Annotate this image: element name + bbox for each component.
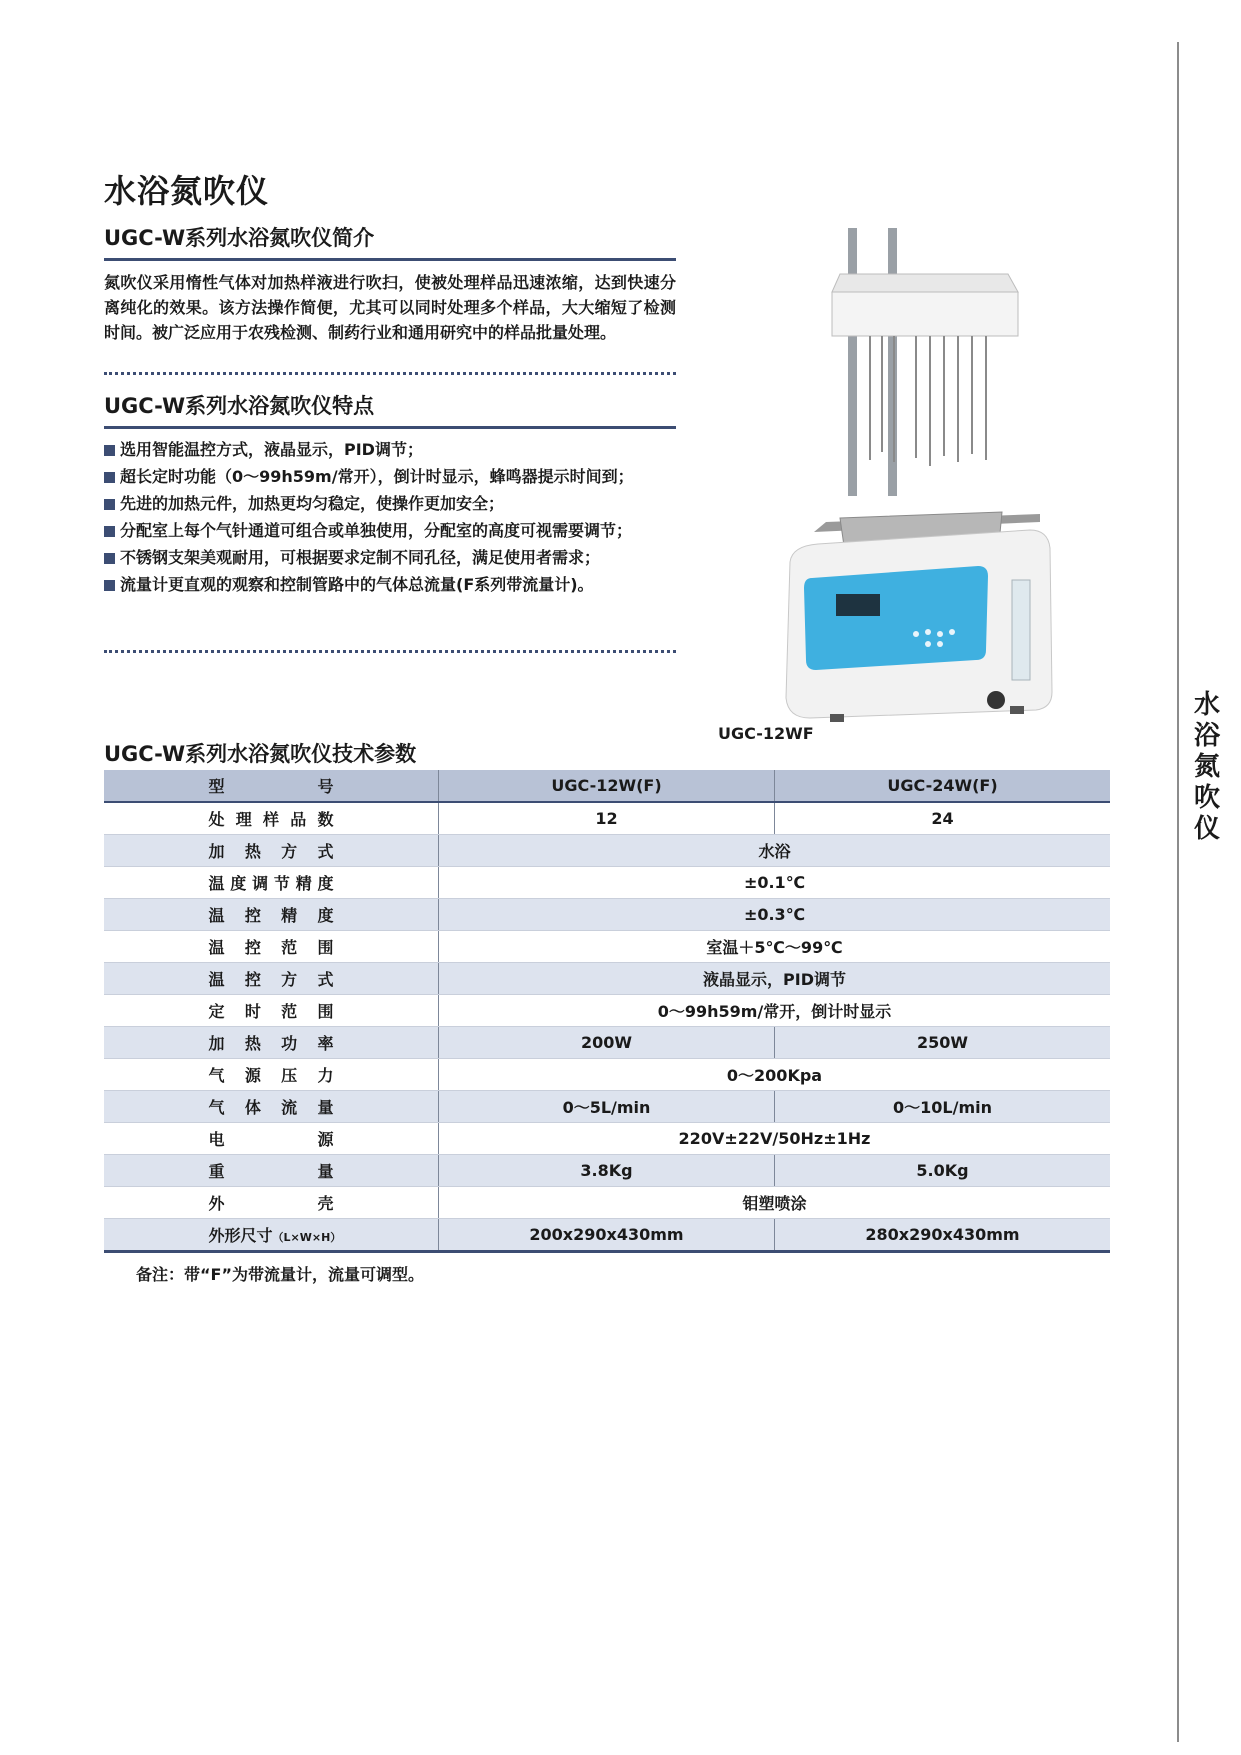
feature-item: 流量计更直观的观察和控制管路中的气体总流量(F系列带流量计)。 [104,573,676,597]
spec-row [104,802,1110,835]
flow-meter [1012,580,1030,680]
support-rod [888,228,897,496]
spec-value: 室温＋5℃～99℃ [439,931,1111,963]
gas-manifold [832,292,1018,336]
spec-label: 气源压力 [104,1059,439,1091]
spec-value: 0～10L/min [775,1091,1111,1123]
spec-value: 水浴 [439,835,1111,867]
feature-item: 先进的加热元件，加热更均匀稳定，使操作更加安全； [104,492,676,516]
square-bullet-icon [104,445,115,456]
foot [830,714,844,722]
spec-label: 加热方式 [104,835,439,867]
feature-item: 选用智能温控方式，液晶显示，PID调节； [104,438,676,462]
spec-label: 温控方式 [104,963,439,995]
spec-row [104,1155,1110,1187]
flow-knob [987,691,1005,709]
spec-value: 0～5L/min [439,1091,775,1123]
spec-label: 加热功率 [104,1027,439,1059]
side-label: 水浴氮吹仪 [1193,690,1220,844]
spec-label: 外 壳 [104,1187,439,1219]
spec-value: 12 [439,802,775,835]
spec-row [104,1027,1110,1059]
page-title: 水浴氮吹仪 [104,172,270,210]
spec-value: ±0.3℃ [439,899,1111,931]
header-model-24: UGC-24W(F) [775,770,1111,802]
feature-item: 分配室上每个气针通道可组合或单独使用，分配室的高度可视需要调节； [104,519,676,543]
intro-text: 氮吹仪采用惰性气体对加热样液进行吹扫，使被处理样品迅速浓缩，达到快速分离纯化的效果。该方法操作简便，尤其可以同时处理多个样品，大大缩短了检测时间。被广泛应用于农残检测、制药行业和通用研究中的样品批量处理。 [104,273,676,342]
gas-needles [870,336,986,466]
spec-table-header [104,770,1110,802]
spec-value: 220V±22V/50Hz±1Hz [439,1123,1111,1155]
spec-row [104,1219,1110,1252]
square-bullet-icon [104,553,115,564]
spec-row [104,899,1110,931]
foot [1010,706,1024,714]
spec-value: 3.8Kg [439,1155,775,1187]
spec-value: 液晶显示，PID调节 [439,963,1111,995]
spec-row [104,1187,1110,1219]
product-caption: UGC-12WF [718,724,814,743]
feature-item: 超长定时功能（0～99h59m/常开），倒计时显示，蜂鸣器提示时间到； [104,465,676,489]
spec-value: 0～200Kpa [439,1059,1111,1091]
spec-row [104,931,1110,963]
control-panel [804,566,988,670]
spec-row [104,1123,1110,1155]
spec-value: 0～99h59m/常开，倒计时显示 [439,995,1111,1027]
spec-row [104,867,1110,899]
spec-value: 钼塑喷涂 [439,1187,1111,1219]
spec-value: 250W [775,1027,1111,1059]
header-label: 型 号 [104,770,439,802]
spec-label: 温控范围 [104,931,439,963]
features-heading: UGC-W系列水浴氮吹仪特点 [104,390,676,429]
spec-label: 温度调节精度 [104,867,439,899]
spec-value: 24 [775,802,1111,835]
product-image [740,222,1070,742]
lcd-display [836,594,880,616]
spec-value: 200W [439,1027,775,1059]
spec-value: 5.0Kg [775,1155,1111,1187]
feature-item: 不锈钢支架美观耐用，可根据要求定制不同孔径，满足使用者需求； [104,546,676,570]
spec-row [104,995,1110,1027]
spec-table [104,770,1110,1253]
header-model-12: UGC-12W(F) [439,770,775,802]
intro-heading: UGC-W系列水浴氮吹仪简介 [104,222,676,261]
spec-label: 处理样品数 [104,802,439,835]
footnote: 备注：带“F”为带流量计，流量可调型。 [136,1265,424,1284]
side-rule [1177,42,1179,1742]
spec-label: 气体流量 [104,1091,439,1123]
features-list [104,438,676,600]
square-bullet-icon [104,472,115,483]
manifold-top [832,274,1018,292]
spec-row [104,1059,1110,1091]
spec-label: 定时范围 [104,995,439,1027]
square-bullet-icon [104,526,115,537]
spec-row [104,1091,1110,1123]
dotted-divider [104,372,676,375]
spec-label: 电 源 [104,1123,439,1155]
square-bullet-icon [104,499,115,510]
support-rod [848,228,857,496]
spec-value: ±0.1℃ [439,867,1111,899]
specs-heading: UGC-W系列水浴氮吹仪技术参数 [104,742,417,766]
spec-label: 温控精度 [104,899,439,931]
spec-value: 280x290x430mm [775,1219,1111,1252]
dotted-divider [104,650,676,653]
spec-value: 200x290x430mm [439,1219,775,1252]
spec-label: 重 量 [104,1155,439,1187]
spec-label: 外形尺寸（L×W×H） [104,1219,439,1252]
spec-label-suffix: （L×W×H） [272,1231,342,1244]
spec-row [104,835,1110,867]
spec-row [104,963,1110,995]
square-bullet-icon [104,580,115,591]
